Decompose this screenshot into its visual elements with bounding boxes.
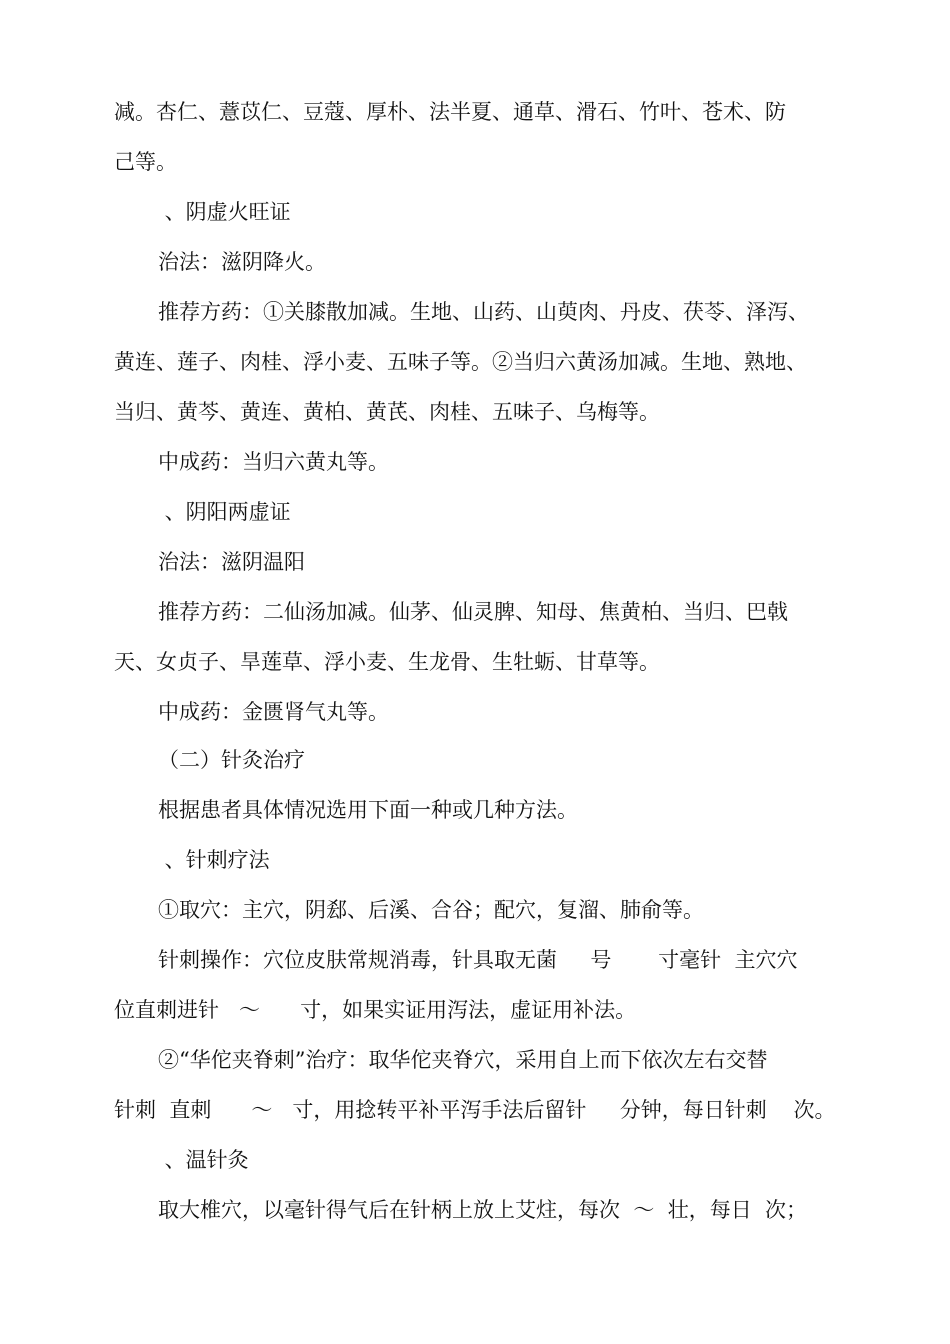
text-line-15: 根据患者具体情况选用下面一种或几种方法。 [158, 798, 578, 822]
text-line-20: ②“华佗夹脊刺”治疗：取华佗夹脊穴，采用自上而下依次左右交替 [158, 1048, 768, 1072]
section-heading-warm-needle: 、温针灸 [158, 1148, 249, 1172]
text-line-18: 针刺操作：穴位皮肤常规消毒，针具取无菌 号 寸毫针 主穴穴 [158, 948, 798, 972]
text-line-1: 减。杏仁、薏苡仁、豆蔻、厚朴、法半夏、通草、滑石、竹叶、苍术、防 [114, 100, 786, 124]
text-line-12: 天、女贞子、旱莲草、浮小麦、生龙骨、生牡蛎、甘草等。 [114, 650, 660, 674]
section-heading-needling: 、针刺疗法 [158, 848, 270, 872]
text-line-13: 中成药：金匮肾气丸等。 [158, 700, 389, 724]
text-line-17: ①取穴：主穴，阴郄、后溪、合谷；配穴，复溜、肺俞等。 [158, 898, 704, 922]
section-heading-yin-deficiency: 、阴虚火旺证 [158, 200, 291, 224]
text-line-4: 治法：滋阴降火。 [158, 250, 326, 274]
text-line-2: 己等。 [114, 150, 177, 174]
text-line-19: 位直刺进针 ～ 寸，如果实证用泻法，虚证用补法。 [114, 998, 637, 1022]
text-line-10: 治法：滋阴温阳 [158, 550, 305, 574]
text-line-6: 黄连、莲子、肉桂、浮小麦、五味子等。②当归六黄汤加减。生地、熟地、 [114, 350, 807, 374]
section-heading-acupuncture: （二）针灸治疗 [158, 748, 305, 772]
text-line-5: 推荐方药：①关膝散加减。生地、山药、山萸肉、丹皮、茯苓、泽泻、 [158, 300, 809, 324]
text-line-23: 取大椎穴，以毫针得气后在针柄上放上艾炷，每次 ～ 壮，每日 次； [158, 1198, 808, 1222]
text-line-11: 推荐方药：二仙汤加减。仙茅、仙灵脾、知母、焦黄柏、当归、巴戟 [158, 600, 788, 624]
section-heading-yin-yang-deficiency: 、阴阳两虚证 [158, 500, 291, 524]
text-line-8: 中成药：当归六黄丸等。 [158, 450, 389, 474]
text-line-7: 当归、黄芩、黄连、黄柏、黄芪、肉桂、五味子、乌梅等。 [114, 400, 660, 424]
text-line-21: 针刺 直刺 ～ 寸，用捻转平补平泻手法后留针 分钟，每日针刺 次。 [114, 1098, 836, 1122]
